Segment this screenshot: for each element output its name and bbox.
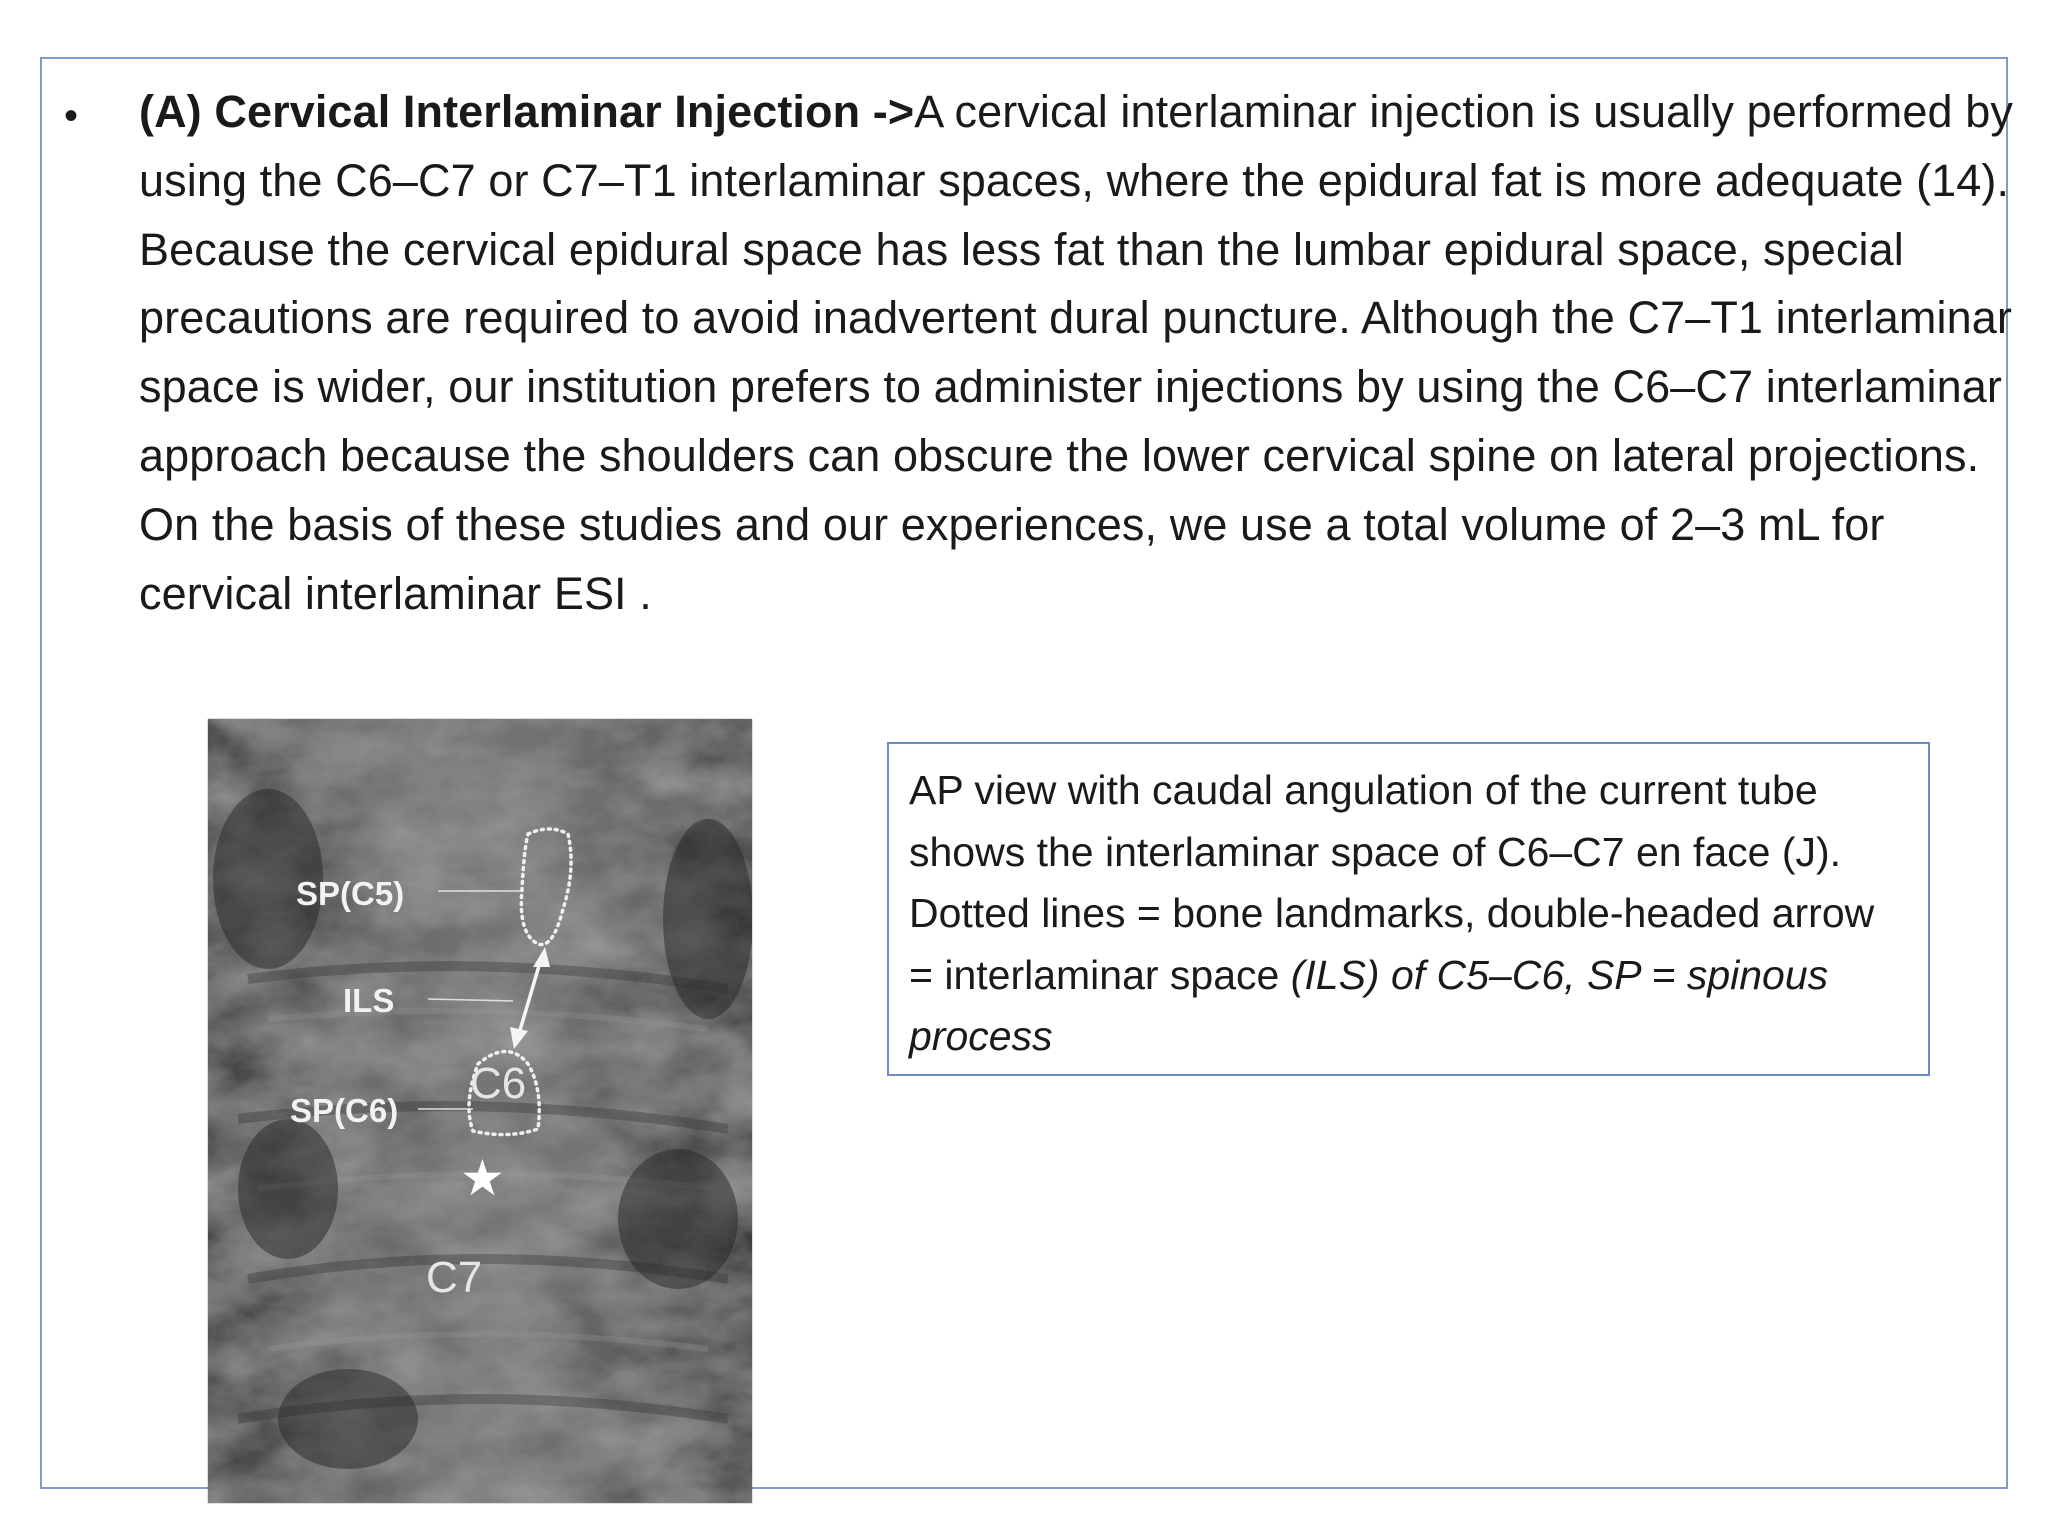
label-sp-c6: SP(C6)	[290, 1092, 399, 1129]
label-sp-c5: SP(C5)	[296, 875, 405, 912]
caption-italic-text: (ILS) of C5–C6, SP = spinous process	[909, 951, 1829, 1059]
label-c7: C7	[426, 1253, 483, 1302]
bullet-body-text: A cervical interlaminar injection is usually performed by using the C6–C7 or C7–T1 interlaminar spaces, where the epidural fat is more adequate (14). Because the cervical epidural space has less fat than the lumbar epidural space, special precautions are required to avoid inadvertent dural puncture. Although the C7–T1 interlaminar space is wider, our institution prefers to administer injections by using the C6–C7 interlaminar approach because the shoulders can obscure the lower cervical spine on lateral projections. On the basis of these studies and our experiences, we use a total volume of 2–3 mL for cervical interlaminar ESI .	[139, 86, 2013, 619]
label-c6: C6	[470, 1059, 527, 1108]
label-ils: ILS	[343, 982, 395, 1019]
bullet-symbol: •	[64, 94, 79, 138]
caption-text: AP view with caudal angulation of the current tube shows the interlaminar space of C6–C7 en face (J). Dotted lines = bone landmarks, double-headed arrow = interlaminar space	[909, 767, 1875, 998]
star-marker-icon: ★	[460, 1150, 505, 1206]
bullet-lead-heading: (A) Cervical Interlaminar Injection ->	[139, 86, 915, 137]
xray-figure	[208, 719, 752, 1503]
figure-caption-box	[887, 742, 1930, 1076]
bullet-text	[139, 78, 2039, 628]
